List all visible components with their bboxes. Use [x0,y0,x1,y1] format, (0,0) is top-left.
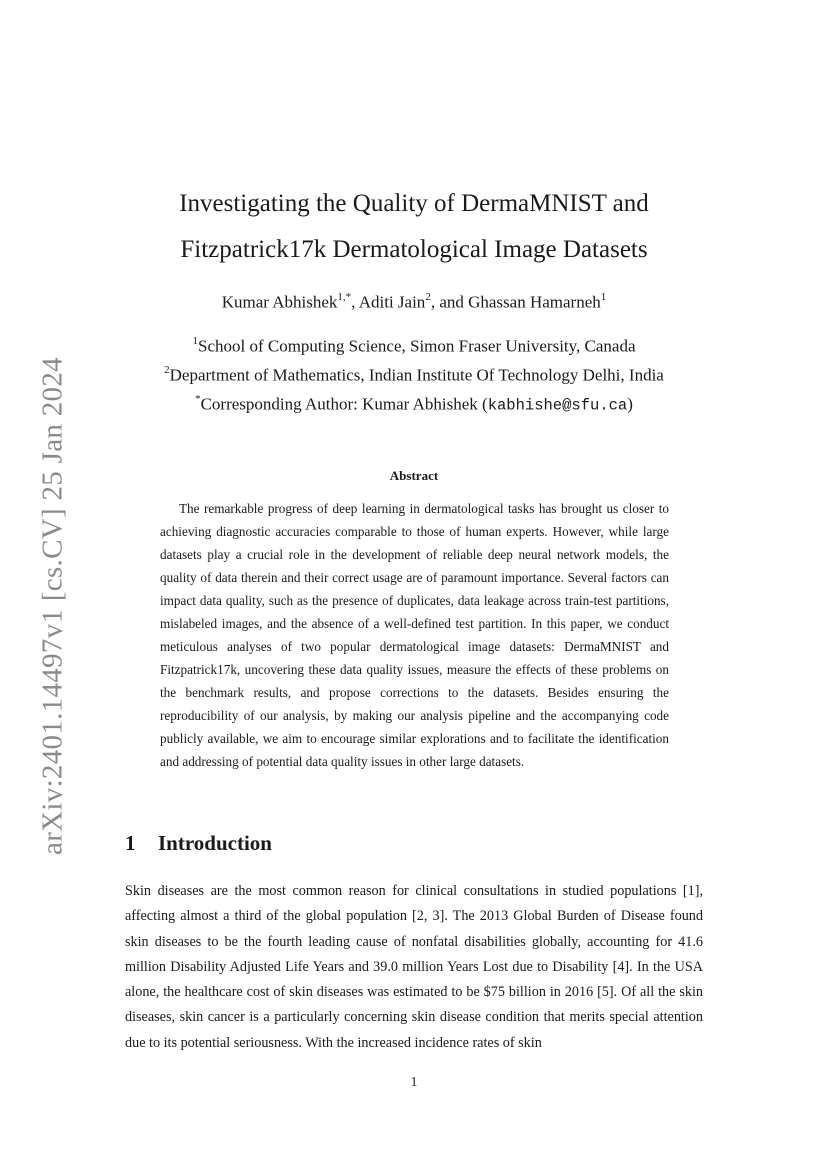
corresponding-email: kabhishe@sfu.ca [487,396,628,415]
affiliation-marker: 2 [164,364,170,376]
corresponding-marker: * [195,393,201,405]
section-number: 1 [125,831,136,855]
affiliation-marker: 1 [192,335,198,347]
affiliation-text: Department of Mathematics, Indian Institute Of Technology Delhi, India [169,365,664,385]
author-affiliation-marker: 2 [425,291,431,303]
section-heading [125,831,272,856]
abstract-body: The remarkable progress of deep learning in dermatological tasks has brought us closer to achieving diagnostic accuracies comparable to those of human experts. However, while large datasets play a crucial role in the development of reliable deep neural network models, the quality of data therein and their correct usage are of paramount importance. Several factors can impact data quality, such as the presence of duplicates, data leakage across train-test partitions, mislabeled images, and the absence of a well-defined test partition. In this paper, we conduct meticulous analyses of two popular dermatological image datasets: DermaMNIST and Fitzpatrick17k, uncovering these data quality issues, measure the effects of these problems on the benchmark results, and propose corrections to the datasets. Besides ensuring the reproducibility of our analysis, by making our analysis pipeline and the accompanying code publicly available, we aim to encourage similar explorations and to facilitate the identification and addressing of potential data quality issues in other large datasets. [160,501,669,769]
corresponding-close: ) [627,394,633,414]
author-separator: , [351,292,359,312]
affiliation [0,336,828,357]
section-title: Introduction [158,831,272,855]
introduction-paragraph: Skin diseases are the most common reason for clinical consultations in studied populations [1], affecting almost a third of the global population [2, 3]. The 2013 Global Burden of Disease found skin diseases to be the fourth leading cause of nonfatal disabilities globally, accounting for 41.6 million Disability Adjusted Life Years and 39.0 million Years Lost due to Disability [4]. In the USA alone, the healthcare cost of skin diseases was estimated to be $75 billion in 2016 [5]. Of all the skin diseases, skin cancer is a particularly concerning skin disease condition that merits special attention due to its potential seriousness. With the increased incidence rates of skin [125,883,703,1051]
author-affiliation-marker: 1 [600,291,607,303]
author-name: Ghassan Hamarneh [468,292,601,312]
corresponding-author [0,394,828,415]
paper-title-line-1: Investigating the Quality of DermaMNIST and [179,190,649,217]
author-separator: , and [430,292,469,312]
affiliation-text: School of Computing Science, Simon Fraser University, Canada [197,336,636,356]
affiliation [0,365,828,386]
paper-title-line-2: Fitzpatrick17k Dermatological Image Datasets [180,236,648,263]
page-number: 1 [410,1075,418,1090]
arxiv-identifier-stamp: arXiv:2401.14497v1 [cs.CV] 25 Jan 2024 [36,357,69,855]
author-list [0,292,828,313]
corresponding-text: Corresponding Author: Kumar Abhishek ( [200,394,488,414]
author-name: Aditi Jain [358,292,426,312]
author-name: Kumar Abhishek [221,292,338,312]
abstract-heading: Abstract [389,468,439,483]
author-affiliation-marker: 1,* [337,291,352,303]
